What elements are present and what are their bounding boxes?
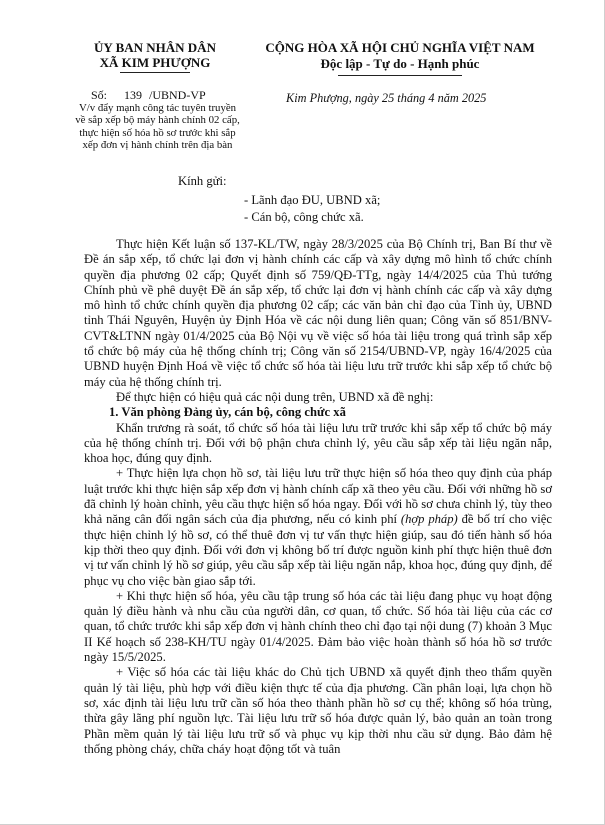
paragraph-2-part-a: + Thực hiện lựa chọn hồ sơ, tài liệu lưu trữ thực hiện số hóa theo quy định của pháp luật trước khi thực hiện sắp xếp đơn vị hành chính cấp xã theo yêu cầu. Đối với những hồ sơ đã chỉnh lý hoàn chỉnh, yêu cầu thực hiện số hóa ngay. Đối với hồ sơ chưa chỉnh lý, tùy theo khả năng cân đối ngân sách của địa phương, nếu có kinh phí: [84, 466, 552, 527]
intro-paragraph: Thực hiện Kết luận số 137-KL/TW, ngày 28/3/2025 của Bộ Chính trị, Ban Bí thư về Đề án sắp xếp, tổ chức lại đơn vị hành chính các cấp và xây dựng mô hình tổ chức chính quyền địa phương 02 cấp; Quyết định số 759/QĐ-TTg, ngày 14/4/2025 của Thủ tướng Chính phủ về phê duyệt Đề án sắp xếp, tổ chức lại đơn vị hành chính các cấp và xây dựng mô hình tổ chức chính quyền địa phương 02 cấp; các văn bản chỉ đạo của Tỉnh ủy, UBND tỉnh Thái Nguyên, Huyện ủy Định Hóa về các nội dung liên quan; Công văn số 851/BNV-CVT&LTNN ngày 01/4/2025 của Bộ Nội vụ về việc số hóa tài liệu trong quá trình sắp xếp tổ chức bộ máy của hệ thống chính trị; Công văn số 2154/UBND-VP, ngày 16/4/2025 của UBND huyện Định Hoá về việc tổ chức số hóa tài liệu lưu trữ trước khi sắp xếp tổ chức bộ máy của hệ thống chính trị.: [84, 237, 552, 389]
subject-line: xếp đơn vị hành chính trên địa bàn: [82, 138, 233, 151]
agency-line-2: XÃ KIM PHƯỢNG: [99, 55, 211, 70]
document-subject: [70, 102, 245, 151]
motto-underline: [338, 75, 462, 76]
agency-name: [80, 40, 230, 70]
subject-line: V/v đẩy mạnh công tác tuyên truyền: [78, 102, 237, 114]
subject-line: về sắp xếp bộ máy hành chính 02 cấp,: [75, 114, 240, 127]
request-paragraph: Để thực hiện có hiệu quả các nội dung trên, UBND xã đề nghị:: [116, 389, 434, 404]
paragraph-1: Khẩn trương rà soát, tổ chức số hóa tài liệu lưu trữ trước khi sắp xếp tổ chức bộ máy của hệ thống chính trị. Đối với bộ phận chưa chỉnh lý, yêu cầu sắp xếp tài liệu ngăn nắp, khoa học, đúng quy định.: [84, 420, 552, 466]
document-body: [84, 237, 552, 757]
paragraph-2: [84, 466, 552, 588]
recipients-label: Kính gửi:: [178, 174, 227, 188]
paragraph-2-italic: (hợp pháp): [400, 512, 458, 527]
recipient-item: - Lãnh đạo ĐU, UBND xã;: [244, 193, 381, 207]
paragraph-3: + Khi thực hiện số hóa, yêu cầu tập trung số hóa các tài liệu đang phục vụ hoạt động quản lý điều hành và nhu cầu của người dân, cơ quan, tổ chức. Số hóa tài liệu của các cơ quan, tổ chức trước khi sắp xếp đơn vị hành chính theo chỉ đạo tại nội dung (7) khoản 3 Mục II Kế hoạch số 238-KH/TU ngày 01/4/2025. Đảm bảo việc hoàn thành số hóa hồ sơ trước ngày 15/5/2025.: [84, 588, 552, 665]
national-line-1: CỘNG HÒA XÃ HỘI CHỦ NGHĨA VIỆT NAM: [265, 40, 535, 55]
national-motto: Độc lập - Tự do - Hạnh phúc: [320, 56, 480, 71]
paragraph-2-part-b: đề bố trí cho việc thực hiện chỉnh lý hồ sơ, có thể thuê đơn vị tư vấn thực hiện giúp, sau đó tiến hành số hóa kịp thời theo quy định. Đối với đơn vị không bố trí được nguồn kinh phí thực hiện thuê đơn vị tư vấn chỉnh lý hồ sơ giúp, yêu cầu sắp xếp tài liệu ngăn nắp, khoa học, đúng quy định, để phục vụ cho việc bàn giao sắp tới.: [84, 512, 552, 588]
agency-underline: [120, 72, 190, 73]
agency-line-1: ỦY BAN NHÂN DÂN: [94, 40, 216, 55]
number-label: Số:: [91, 88, 108, 102]
subject-line: thực hiện số hóa hồ sơ trước khi sắp: [79, 126, 236, 139]
number-value: 139: [124, 88, 143, 102]
place-date: Kim Phượng, ngày 25 tháng 4 năm 2025: [286, 91, 487, 105]
document-number: [91, 88, 206, 103]
number-suffix: /UBND-VP: [149, 88, 206, 102]
paragraph-4: + Việc số hóa các tài liệu khác do Chủ tịch UBND xã quyết định theo thẩm quyền quản lý tài liệu, phù hợp với điều kiện thực tế của địa phương. Cần phân loại, lựa chọn hồ sơ, xác định tài liệu lưu trữ cần số hóa theo thành phần hồ sơ cụ thể; không số hóa trùng, thừa gây lãng phí nguồn lực. Tài liệu lưu trữ số hóa được quản lý, bảo quản an toàn trong Phần mềm quản lý tài liệu lưu trữ số và phục vụ kịp thời nhu cầu sử dụng. Bảo đảm hệ thống phòng cháy, chữa cháy hoạt động tốt và tuân: [84, 665, 552, 756]
section-1-title: 1. Văn phòng Đảng ủy, cán bộ, công chức xã: [109, 405, 346, 420]
recipient-item: - Cán bộ, công chức xã.: [244, 210, 364, 224]
national-title: [250, 40, 550, 72]
